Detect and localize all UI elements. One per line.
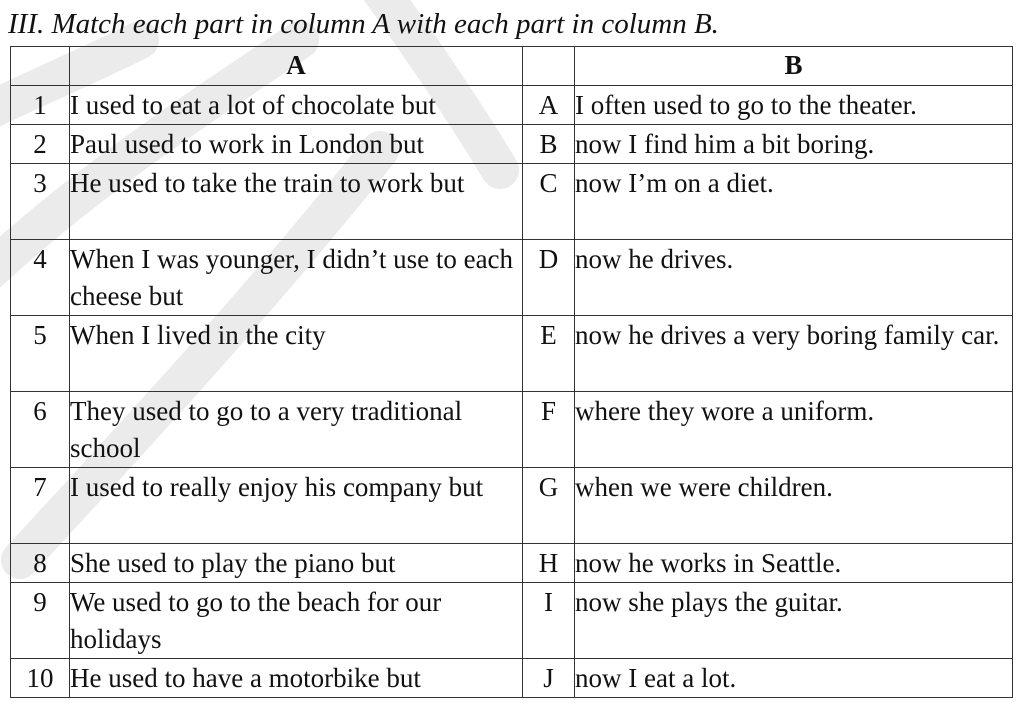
column-a-cell: I used to eat a lot of chocolate but — [70, 86, 523, 125]
column-b-cell: now he works in Seattle. — [575, 544, 1013, 583]
column-b-cell: now he drives a very boring family car. — [575, 316, 1013, 392]
column-b-cell: now he drives. — [575, 240, 1013, 316]
row-number: 10 — [11, 659, 70, 698]
column-b-cell: now I’m on a diet. — [575, 164, 1013, 240]
column-a-header: A — [70, 47, 523, 86]
column-b-cell: now she plays the guitar. — [575, 583, 1013, 659]
column-a-cell: He used to take the train to work but — [70, 164, 523, 240]
row-number: 7 — [11, 468, 70, 544]
column-a-cell: I used to really enjoy his company but — [70, 468, 523, 544]
row-letter: D — [523, 240, 575, 316]
table-row — [11, 392, 1013, 468]
exercise-title: III. Match each part in column A with each part in column B. — [8, 8, 719, 40]
column-a-cell: When I lived in the city — [70, 316, 523, 392]
row-letter: G — [523, 468, 575, 544]
matching-table — [10, 46, 1013, 698]
table-row — [11, 659, 1013, 698]
column-a-cell: She used to play the piano but — [70, 544, 523, 583]
column-b-cell: when we were children. — [575, 468, 1013, 544]
row-letter: C — [523, 164, 575, 240]
row-number: 6 — [11, 392, 70, 468]
row-number: 5 — [11, 316, 70, 392]
row-number: 8 — [11, 544, 70, 583]
table-row — [11, 240, 1013, 316]
column-a-cell: We used to go to the beach for our holidays — [70, 583, 523, 659]
row-letter: J — [523, 659, 575, 698]
column-a-cell: He used to have a motorbike but — [70, 659, 523, 698]
header-letter-cell — [523, 47, 575, 86]
row-letter: F — [523, 392, 575, 468]
table-row — [11, 468, 1013, 544]
column-a-cell: Paul used to work in London but — [70, 125, 523, 164]
header-number-cell — [11, 47, 70, 86]
column-a-cell: They used to go to a very traditional school — [70, 392, 523, 468]
column-b-cell: where they wore a uniform. — [575, 392, 1013, 468]
row-letter: E — [523, 316, 575, 392]
column-b-header: B — [575, 47, 1013, 86]
row-number: 4 — [11, 240, 70, 316]
row-letter: A — [523, 86, 575, 125]
row-number: 1 — [11, 86, 70, 125]
row-number: 2 — [11, 125, 70, 164]
column-a-cell: When I was younger, I didn’t use to each cheese but — [70, 240, 523, 316]
table-row — [11, 125, 1013, 164]
row-letter: I — [523, 583, 575, 659]
table-row — [11, 164, 1013, 240]
row-number: 3 — [11, 164, 70, 240]
column-b-cell: now I eat a lot. — [575, 659, 1013, 698]
table-row — [11, 86, 1013, 125]
row-letter: B — [523, 125, 575, 164]
row-letter: H — [523, 544, 575, 583]
table-row — [11, 316, 1013, 392]
table-row — [11, 544, 1013, 583]
column-b-cell: now I find him a bit boring. — [575, 125, 1013, 164]
row-number: 9 — [11, 583, 70, 659]
table-row — [11, 583, 1013, 659]
table-header-row — [11, 47, 1013, 86]
column-b-cell: I often used to go to the theater. — [575, 86, 1013, 125]
